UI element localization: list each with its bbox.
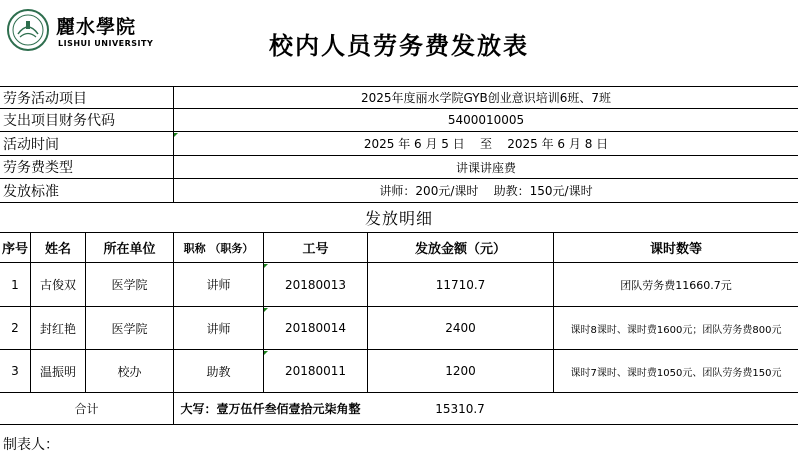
row-title: 讲师 xyxy=(173,263,263,306)
col-header-name: 姓名 xyxy=(30,233,85,262)
info-label: 支出项目财务代码 xyxy=(3,113,115,129)
row-amount: 11710.7 xyxy=(367,263,553,306)
table-row xyxy=(0,263,798,307)
col-header-id: 工号 xyxy=(263,233,367,262)
row-no: 1 xyxy=(11,277,19,292)
info-label: 劳务活动项目 xyxy=(3,90,87,107)
total-row xyxy=(0,393,798,425)
row-id: 20180013 xyxy=(263,263,367,306)
cell-comment-marker xyxy=(264,351,268,355)
info-value: 讲师：200元/课时 助教：150元/课时 xyxy=(173,179,798,202)
total-amount: 15310.7 xyxy=(435,401,485,416)
info-value: 2025 年 6 月 5 日 至 2025 年 6 月 8 日 xyxy=(173,132,798,155)
info-value: 5400010005 xyxy=(173,109,798,131)
row-unit: 校办 xyxy=(85,350,173,392)
row-id: 20180011 xyxy=(263,350,367,392)
section-title-row xyxy=(0,203,798,233)
row-notes: 团队劳务费11660.7元 xyxy=(553,263,798,306)
info-value: 讲课讲座费 xyxy=(173,156,798,178)
col-header-unit: 所在单位 xyxy=(85,233,173,262)
info-row-fee-type xyxy=(0,156,798,179)
row-name: 古俊双 xyxy=(30,263,85,306)
preparer-label: 制表人： xyxy=(3,437,59,453)
info-label: 发放标准 xyxy=(3,183,59,200)
document-title: 校内人员劳务费发放表 xyxy=(269,32,529,60)
row-amount: 2400 xyxy=(367,307,553,349)
info-row-finance-code xyxy=(0,109,798,132)
row-name: 封红艳 xyxy=(30,307,85,349)
table-row xyxy=(0,350,798,393)
cell-comment-marker xyxy=(264,308,268,312)
logo-english-name: LISHUI UNIVERSITY xyxy=(58,39,154,48)
row-amount: 1200 xyxy=(367,350,553,392)
row-notes: 课时8课时、课时费1600元；团队劳务费800元 xyxy=(553,307,798,349)
row-no: 3 xyxy=(11,364,19,378)
row-no: 2 xyxy=(11,321,19,335)
row-name: 温振明 xyxy=(30,350,85,392)
row-title: 助教 xyxy=(173,350,263,392)
total-amount-in-words: 大写：壹万伍仟叁佰壹拾元柒角整 xyxy=(173,393,367,424)
info-row-activity-time xyxy=(0,132,798,156)
cell-comment-marker xyxy=(264,264,268,268)
row-unit: 医学院 xyxy=(85,307,173,349)
info-row-project xyxy=(0,87,798,109)
info-row-standard xyxy=(0,179,798,203)
col-header-amount: 发放金额（元） xyxy=(367,233,553,262)
info-label: 劳务费类型 xyxy=(3,160,73,176)
logo-chinese-name: 麗水學院 xyxy=(56,16,137,38)
col-header-title: 职称 （职务） xyxy=(173,233,263,262)
section-title: 发放明细 xyxy=(364,209,433,228)
table-row xyxy=(0,307,798,350)
total-label: 合计 xyxy=(74,402,99,416)
col-header-notes: 课时数等 xyxy=(553,233,798,262)
row-notes: 课时7课时、课时费1050元、团队劳务费150元 xyxy=(553,350,798,392)
info-label: 活动时间 xyxy=(3,136,59,153)
row-unit: 医学院 xyxy=(85,263,173,306)
row-title: 讲师 xyxy=(173,307,263,349)
col-header-no: 序号 xyxy=(1,242,28,257)
detail-header-row xyxy=(0,233,798,263)
info-value: 2025年度丽水学院GYB创业意识培训6班、7班 xyxy=(173,87,798,108)
cell-comment-marker xyxy=(174,133,178,137)
row-id: 20180014 xyxy=(263,307,367,349)
